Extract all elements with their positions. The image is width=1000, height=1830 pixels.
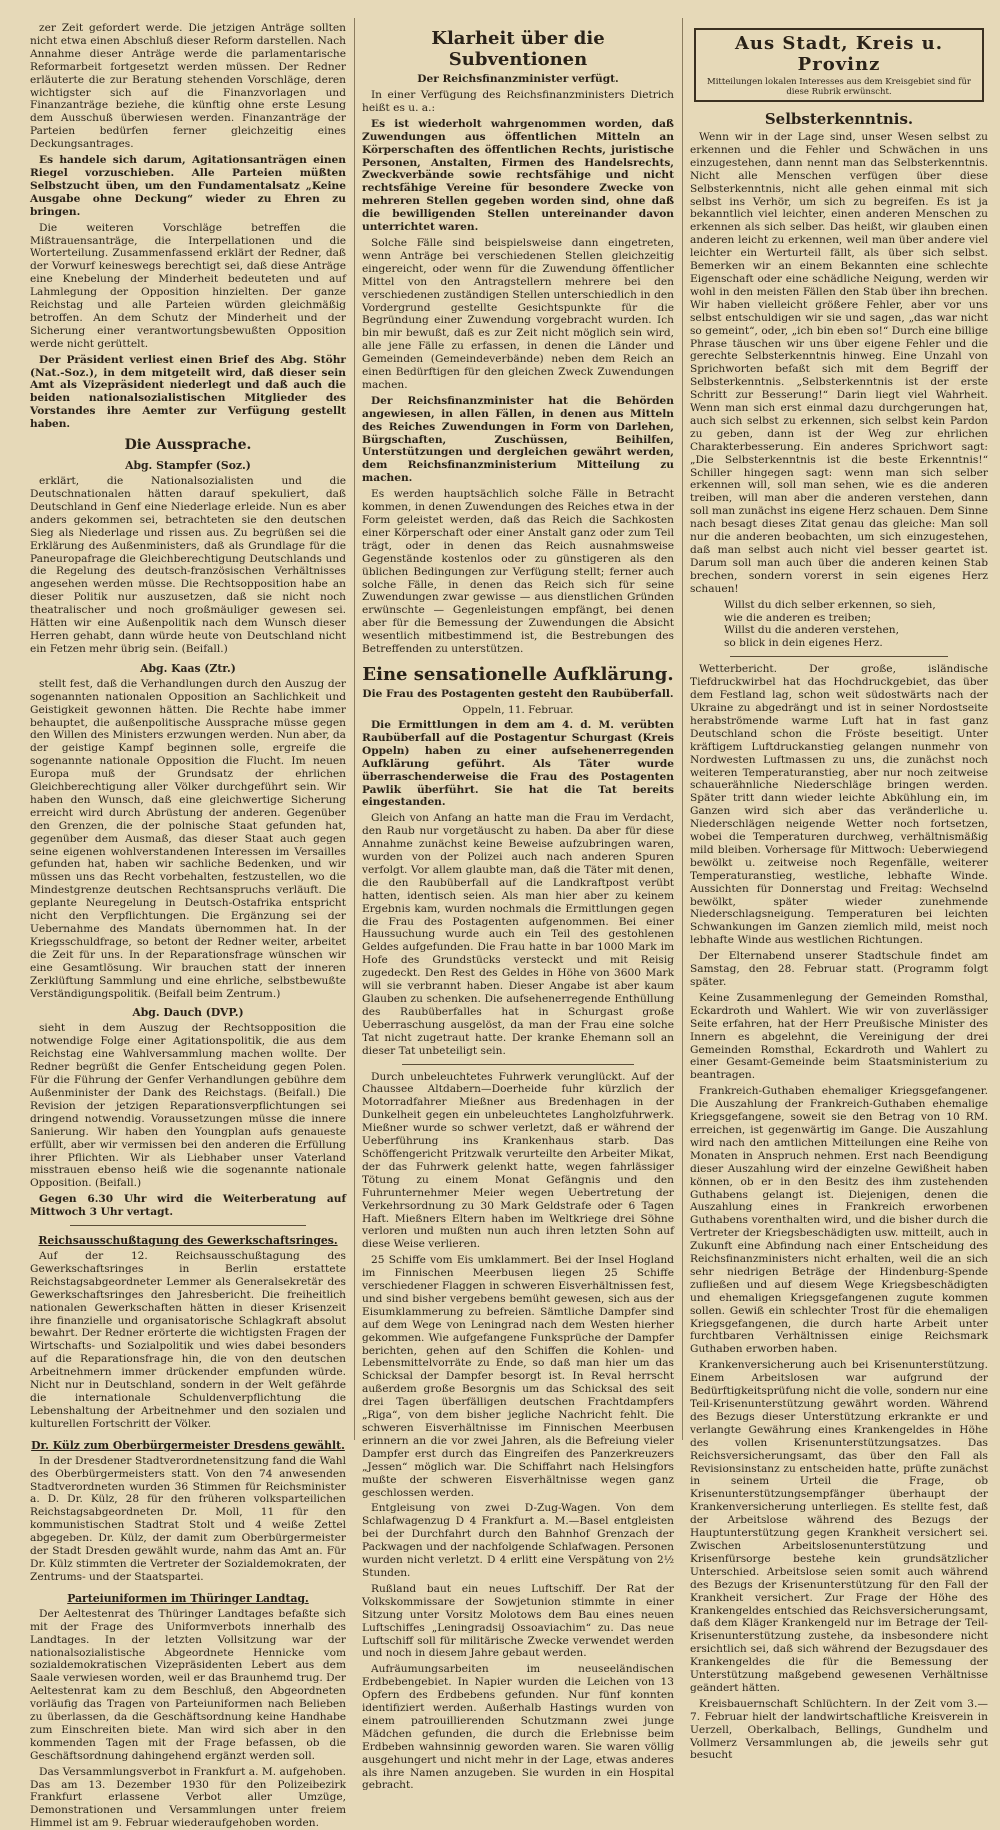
- section-heading: Die Aussprache.: [124, 437, 252, 454]
- article-paragraph: Kreisbauernschaft Schlüchtern. In der Zeit vom 3.—7. Februar hielt der landwirtschaftliche Kreisverein in Uerzell, Oberkalbach, Bellings, Gundhelm und Vollmerz Versammlungen ab, die jeweils sehr gut besucht: [690, 1697, 988, 1762]
- divider: [730, 656, 948, 657]
- article-subheadline: Der Reichsfinanzminister verfügt.: [417, 73, 619, 85]
- column-divider: [682, 18, 683, 1440]
- article-paragraph: Durch unbeleuchtetes Fuhrwerk verunglückt. Auf der Chaussee Altdabern—Doerheide fuhr kürzlich der Motorradfahrer Mießner aus Bredenhagen in der Dunkelheit gegen ein unbeleuchtetes Langholzfuhrwerk. Mießner wurde so schwer verletzt, daß er während der Ueberführung ins Krankenhaus starb. Das Schöffengericht Pritzwalk verurteilte den Arbeiter Mikat, der das Fuhrwerk gelenkt hatte, wegen fahrlässiger Tötung zu einem Monat Gefängnis und den Fuhrunternehmer Meier wegen Uebertretung der Verkehrsordnung zu 30 Mark Geldstrafe oder 6 Tagen Haft. Mießners Eltern haben im Weltkriege drei Söhne verloren und mußten nun auch ihren letzten Sohn auf diese Weise verlieren.: [362, 1070, 674, 1251]
- section-banner-subtitle: Mitteilungen lokalen Interesses aus dem Kreisgebiet sind für diese Rubrik erwünscht.: [706, 77, 971, 97]
- poem-line: Willst du dich selber erkennen, so sieh,: [724, 598, 936, 611]
- article-paragraph: Es werden hauptsächlich solche Fälle in Betracht kommen, in denen Zuwendungen des Reiches etwa in der Form geleistet werden, daß das Reich die Sachkosten einer Körperschaft oder einer Anstalt ganz oder zum Teil trägt, oder in denen das Reich ausnahmsweise Gegenstände kostenlos oder zu günstigeren als den üblichen Bedingungen zur Verfügung stellt; ferner auch solche Fälle, in denen das Reich sich für seine Zuwendungen zwar gewisse — aus dienstlichen Gründen erwünschte — Gegenleistungen empfängt, bei denen aber für die Bemessung der Zuwendungen die Absicht wesentlich mitbestimmend ist, die Bestrebungen des Betreffenden zu unterstützen.: [362, 488, 674, 656]
- article-paragraph: Krankenversicherung auch bei Krisenunterstützung. Einem Arbeitslosen war aufgrund der Bedürftigkeitsprüfung nicht die volle, sondern nur eine Teil-Krisenunterstützung gewährt worden. Während des Bezugs dieser Unterstützung erkrankte er und verlangte Gewährung eines Krankengeldes in Höhe des vollen Krisenunterstützungsatzes. Das Reichsversicherungsamt, das über den Fall als Revisionsinstanz zu entscheiden hatte, prüfte zunächst in seinem Urteil die Frage, ob Krisenunterstützungsempfänger überhaupt der Krankenversicherung unterliegen. Es stellte fest, daß der Arbeitslose während des Bezugs der Hauptunterstützung gegen Krankheit versichert sei. Zwischen Arbeitslosenunterstützung und Krisenfürsorge bestehe kein grundsätzlicher Unterschied. Arbeitslose seien somit auch während des Bezugs der Krisenunterstützung für den Fall der Krankheit versichert. Zur Frage der Höhe des Krankengeldes entschied das Reichsversicherungsamt, daß dem Kläger Krankengeld nur im Betrage der Teil-Krisenunterstützung zustehe, da insbesondere nicht ersichtlich sei, daß sich während der Bezugsdauer des Krankengeldes die für die Bemessung der Unterstützung maßgebend gewesenen Verhältnisse geändert hätten.: [690, 1359, 988, 1694]
- article-paragraph: Gleich von Anfang an hatte man die Frau im Verdacht, den Raub nur vorgetäuscht zu haben. Da aber für diese Annahme zunächst keine Beweise aufzubringen waren, wurden von der Polizei auch nach anderen Spuren verfolgt. Vor allem glaubte man, daß die Täter mit denen, die den Raubüberfall auf die Landkraftpost verübt hatten, identisch seien. Als man hier aber zu keinem Ergebnis kam, wurden nochmals die Ermittlungen gegen die Frau des Postagenten aufgenommen. Bei einer Haussuchung wurde auch ein Teil des gestohlenen Geldes aufgefunden. Die Frau hatte in bar 1000 Mark im Hofe des Grundstücks versteckt und mit Reisig zugedeckt. Den Rest des Geldes in Höhe von 3600 Mark will sie verbrannt haben. Dieser Angabe ist aber kaum Glauben zu schenken. Die aufsehenerregende Enthüllung des Raubüberfalles hat in Schurgast große Ueberraschung ausgelöst, da man der Frau eine solche Tat nicht zugetraut hatte. Der kranke Ehemann soll an dieser Tat unbeteiligt sein.: [362, 812, 674, 1057]
- article-paragraph: Die Ermittlungen in dem am 4. d. M. verübten Raubüberfall auf die Postagentur Schurgast (Kreis Oppeln) haben zu einer aufsehenerregenden Aufklärung geführt. Als Täter wurde überraschenderweise die Frau des Postagenten Pawlik überführt. Sie hat die Tat bereits eingestanden.: [362, 718, 674, 809]
- article-paragraph: Es ist wiederholt wahrgenommen worden, daß Zuwendungen aus öffentlichen Mitteln an Körperschaften des öffentlichen Rechts, juristische Personen, Anstalten, Firmen des Handelsrechts, Zweckverbände sowie rechtsfähige und nicht rechtsfähige Vereine für besondere Zwecke von mehreren Stellen gegeben worden sind, ohne daß die bewilligenden Stellen untereinander davon unterrichtet waren.: [362, 117, 674, 234]
- article-paragraph: Der Präsident verliest einen Brief des Abg. Stöhr (Nat.-Soz.), in dem mitgeteilt wird, daß dieser sein Amt als Vizepräsident niederlegt und daß auch die beiden nationalsozialistischen Mitglieder des Vorstandes ihre Aemter zur Verfügung gestellt haben.: [30, 353, 346, 431]
- article-paragraph: erklärt, die Nationalsozialisten und die Deutschnationalen hätten darauf spekuliert, daß Deutschland in Genf eine Niederlage erleide. Nun es aber anders gekommen sei, betrachteten sie den deutschen Sieg als Niederlage und rissen aus. Zu begrüßen sei die Erklärung des Außenministers, daß als Grundlage für die Paneuropafrage die Gleichberechtigung Deutschlands und die Regelung des deutsch-französischen Verhältnisses angesehen werden müsse. Die Rechtsopposition habe an dieser Politik nur auszusetzen, daß sie nicht noch theatralischer und noch großmäuliger gewesen sei. Hätten wir eine Außenpolitik nach dem Wunsch dieser Herren gehabt, dann würde heute von Deutschland nicht ein Fetzen mehr übrig sein. (Beifall.): [30, 475, 346, 655]
- article-heading: Dr. Külz zum Oberbürgermeister Dresdens gewählt.: [31, 1438, 345, 1452]
- speaker-name: Abg. Kaas (Ztr.): [140, 661, 236, 675]
- article-paragraph: Gegen 6.30 Uhr wird die Weiterberatung auf Mittwoch 3 Uhr vertagt.: [30, 1193, 346, 1219]
- article-paragraph: Auf der 12. Reichsausschußtagung des Gewerkschaftsringes in Berlin erstattete Reichstagsabgeordneter Lemmer als Generalsekretär des Gewerkschaftsringes den Jahresbericht. Die freiheitlich nationalen Gewerkschaften hätten in dieser Krisenzeit ihre finanzielle und organisatorische Schlagkraft absolut bewahrt. Der Redner erörterte die wichtigsten Fragen der Wirtschafts- und Sozialpolitik und wies dabei besonders auf die Reparationsfrage hin, die von den deutschen Arbeitnehmern immer drückender empfunden würde. Nicht nur in Deutschland, sondern in der Welt gefährde die internationale Schuldenverpflichtung die Lebenshaltung der Arbeitnehmer und den sozialen und kulturellen Fortschritt der Völker.: [30, 1250, 346, 1430]
- article-headline: Klarheit über die Subventionen: [431, 28, 605, 70]
- dateline: Oppeln, 11. Februar.: [462, 703, 574, 716]
- article-paragraph: 25 Schiffe vom Eis umklammert. Bei der Insel Hogland im Finnischen Meerbusen liegen 25 Schiffe verschiedener Flaggen in schweren Eisverhältnissen fest, und sind bisher vergebens bemüht gewesen, sich aus der Eisumklammerung zu befreien. Sämtliche Dampfer sind auf dem Wege von Leningrad nach dem Westen hierher gekommen. Wie aufgefangene Funksprüche der Dampfer berichten, gehen auf den Schiffen die Kohlen- und Lebensmittelvorräte zu Ende, so daß man hier um das Schicksal der Dampfer besorgt ist. In Reval herrscht außerdem große Besorgnis um das Schicksal des seit drei Tagen überfälligen deutschen Frachtdampfers „Riga“, von dem bisher jegliche Nachricht fehlt. Die schweren Eisverhältnisse im Finnischen Meerbusen erinnern an die vor zwei Jahren, als die Befreiung vieler Dampfer erst durch das Eingreifen des Panzerkreuzers „Jessen“ möglich war. Die Schiffahrt nach Helsingfors mußte der schweren Eisverhältnisse wegen ganz geschlossen werden.: [362, 1254, 674, 1499]
- article-paragraph: Rußland baut ein neues Luftschiff. Der Rat der Volkskommissare der Sowjetunion stimmte in einer Sitzung unter Vorsitz Molotows dem Bau eines neuen Luftschiffes „Leningradsij Ossoaviachim“ zu. Das neue Luftschiff soll für militärische Zwecke verwendet werden und noch in diesem Jahre gebaut werden.: [362, 1582, 674, 1660]
- article-paragraph: Solche Fälle sind beispielsweise dann eingetreten, wenn Anträge bei verschiedenen Stellen gleichzeitig eingereicht, oder wenn für die Zuwendung öffentlicher Mittel von den Antragstellern mehrere bei den verschiedenen zuständigen Stellen unterschiedlich in den Vordergrund gestellte Gesichtspunkte für die Begründung einer Zuwendung vorgebracht wurden. Ich bin mir bewußt, daß es zur Zeit nicht möglich sein wird, alle jene Fälle zu erfassen, in denen die Länder und Gemeinden (Gemeindeverbände) neben dem Reich an einen Bedürftigen für den gleichen Zweck Zuwendungen machen.: [362, 236, 674, 391]
- section-banner: [694, 28, 984, 102]
- column-right: [690, 22, 988, 1762]
- section-banner-title: Aus Stadt, Kreis u. Provinz: [734, 33, 944, 75]
- poem-line: so blick in dein eigenes Herz.: [724, 637, 883, 650]
- column-left: [30, 22, 346, 1830]
- speaker-name: Abg. Stampfer (Soz.): [125, 459, 251, 473]
- column-divider: [354, 18, 355, 1440]
- article-paragraph: Der Aeltestenrat des Thüringer Landtages befaßte sich mit der Frage des Uniformverbots innerhalb des Landtages. In der letzten Vollsitzung war der nationalsozialistische Abgeordnete Hennicke vom sozialdemokratischen Vizepräsidenten Lebert aus dem Saale verwiesen worden, weil er das Braunhemd trug. Der Aeltestenrat kam zu dem Beschluß, den Abgeordneten vorläufig das Tragen von Parteiuniformen nach Belieben zu überlassen, da die Geschäftsordnung keine Handhabe zum Einschreiten biete. Man wird sich aber in den kommenden Tagen mit der Frage befassen, ob die Geschäftsordnung dahingehend ergänzt werden soll.: [30, 1607, 346, 1762]
- article-paragraph: Aufräumungsarbeiten im neuseeländischen Erdbebengebiet. In Napier wurden die Leichen von 13 Opfern des Erdbebens gefunden. Nur fünf konnten identifiziert werden. Außerhalb Hastings wurden von einem patrouillierenden Schutzmann zwei junge Mädchen gefunden, die durch die Erlebnisse beim Erdbeben wahnsinnig geworden waren. Sie waren völlig ausgehungert und nicht mehr in der Lage, etwas anderes als ihre Namen anzugeben. Sie wurden in ein Hospital gebracht.: [362, 1663, 674, 1792]
- article-paragraph: Wenn wir in der Lage sind, unser Wesen selbst zu erkennen und die Fehler und Schwächen in uns einzugestehen, dann nennt man das Selbsterkenntnis. Nicht alle Menschen verfügen über diese Selbsterkenntnis, nicht alle gehen einmal mit sich selbst ins Verhör, um sich zu begreifen. Es ist ja bekanntlich viel leichter, einen anderen Menschen zu erkennen als sich selber. Das heißt, wir glauben einen anderen leicht zu erkennen, weil man über andere viel leichter ein Werturteil fällt, als über sich selbst. Bemerken wir an einem Bekannten eine schlechte Eigenschaft oder eine schädliche Neigung, werden wir wohl in den meisten Fällen den Stab über ihn brechen. Wir haben vielleicht größere Fehler, aber vor uns selbst entschuldigen wir sie und sagen, „das war nicht so gemeint“, oder, „ich bin eben so!“ Durch eine billige Phrase täuschen wir uns über eigene Fehler und die gerechte Selbsterkenntnis hinweg. Eine Unzahl von Sprichworten befaßt sich mit dem Begriff der Selbsterkenntnis. „Selbsterkenntnis ist der erste Schritt zur Besserung!“ Darin liegt viel Wahrheit. Wenn man sich erst einmal dazu durchgerungen hat, auch sich selbst zu erkennen, sich selbst kein Pardon zu geben, dann ist der Weg zur ehrlichen Charakterbesserung. Ein anderes Sprichwort sagt: „Die Selbsterkenntnis ist die beste Erkenntnis!“ Schiller hingegen sagt: wenn man sich selber erkennen will, soll man sehen, wie es die anderen treiben, will man aber die anderen verstehen, dann soll man zunächst ins eigene Herz schauen. Dem Sinne nach besagt dieses Zitat genau das gleiche: Man soll nur die anderen beobachten, um sich einzugestehen, daß man selbst auch nicht viel besser geartet ist. Darum soll man auch über die anderen keinen Stab brechen, sondern vorerst in sein eigenes Herz schauen!: [690, 131, 988, 595]
- article-paragraph: Frankreich-Guthaben ehemaliger Kriegsgefangener. Die Auszahlung der Frankreich-Guthaben ehemalige Kriegsgefangene, soweit sie den Betrag von 10 RM. erreichen, ist gegenwärtig im Gange. Die Auszahlung wird nach den amtlichen Mitteilungen eine Reihe von Monaten in Anspruch nehmen. Erst nach Beendigung dieser Auszahlung wird der einzelne Gewißheit haben können, ob er in den Besitz des ihm zustehenden Guthabens gelangt ist. Diejenigen, denen die Auszahlung eines in Frankreich erworbenen Guthabens vorenthalten wird, und die bisher durch die Vertreter der Kriegsbeschädigten usw. mitteilt, auch in Zukunft eine Abfindung nach einer Entscheidung des Reichsfinanzministers nicht erhalten, weil die an sich sehr niedrigen Beträge der Hindenburg-Spende zufließen und auf diesem Wege Kriegsbeschädigten und ehemaligen Kriegsgefangenen zugute kommen sollen. Gewiß ein schlechter Trost für die ehemaligen Kriegsgefangenen, die durch harte Arbeit unter furchtbaren Verhältnissen einige Reichsmark Guthaben erworben haben.: [690, 1085, 988, 1356]
- column-middle: [362, 22, 674, 1792]
- article-paragraph: Keine Zusammenlegung der Gemeinden Romsthal, Eckardroth und Wahlert. Wie wir von zuverlässiger Seite erfahren, hat der Herr Preußische Minister des Innern es abgelehnt, die Vereinigung der drei Gemeinden Romsthal, Eckardroth und Wahlert zu einer Gesamt-Gemeinde beim Staatsministerium zu beantragen.: [690, 991, 988, 1082]
- article-paragraph: In einer Verfügung des Reichsfinanzministers Dietrich heißt es u. a.:: [362, 89, 674, 114]
- article-paragraph: In der Dresdener Stadtverordnetensitzung fand die Wahl des Oberbürgermeisters statt. Von den 74 anwesenden Stadtverordneten wurden 36 Stimmen für Reichsminister a. D. Dr. Külz, 28 für den früheren volksparteilichen Reichstagsabgeordneten Dr. Moll, 11 für den kommunistischen Stadtrat Stolt und 4 weiße Zettel abgegeben. Dr. Külz, der damit zum Oberbürgermeister der Stadt Dresden gewählt wurde, nahm das Amt an. Für Dr. Külz stimmten die Vertreter der Sozialdemokraten, der Zentrums- und der Staatspartei.: [30, 1454, 346, 1583]
- article-paragraph: Die weiteren Vorschläge betreffen die Mißtrauensanträge, die Interpellationen und die Worterteilung. Zusammenfassend erklärt der Redner, daß der Vorwurf keineswegs berechtigt sei, daß diese Anträge eine Knebelung der Minderheit bedeuteten und auf Lahmlegung der Opposition hinzielten. Der ganze Reichstag und alle Parteien würden gleichmäßig betroffen. An dem Schutz der Minderheit und der Sicherung einer verantwortungsbewußten Opposition werde nicht gerüttelt.: [30, 221, 346, 350]
- article-paragraph: zer Zeit gefordert werde. Die jetzigen Anträge sollten nicht etwa einen Abschluß dieser Reform darstellen. Nach Annahme dieser Anträge werde die parlamentarische Reformarbeit fortgesetzt werden müssen. Der Redner erläuterte die zur Beratung stehenden Vorschläge, deren wichtigster sich auf die Finanzvorlagen und Finanzanträge beziehe, die künftig ohne erste Lesung dem Ausschuß überwiesen werden. Finanzanträge der Parteien bedürfen ferner gleichzeitig eines Deckungsantrages.: [30, 22, 346, 151]
- divider: [402, 1064, 634, 1065]
- article-headline: Selbsterkenntnis.: [764, 110, 914, 128]
- speaker-name: Abg. Dauch (DVP.): [132, 1006, 244, 1020]
- article-paragraph: sieht in dem Auszug der Rechtsopposition die notwendige Folge einer Agitationspolitik, die aus dem Reichstag eine Wahlversammlung machen wollte. Der Redner begrüßt die Genfer Entscheidung gegen Polen. Für die Führung der Genfer Verhandlungen gebühre dem Außenminister der Dank des Reichstags. (Beifall.) Die Revision der jetzigen Reparationsverpflichtungen sei dringend notwendig. Voraussetzungen müsse die innere Sanierung. Wir haben den Youngplan aufs genaueste erfüllt, aber wir vermissen bei den anderen die Erfüllung ihrer Pflichten. Wir als Liebhaber unser Vaterland misstrauen ebenso heiß wie die sogenannte nationale Opposition. (Beifall.): [30, 1022, 346, 1190]
- poem-line: Willst du die anderen verstehen,: [724, 624, 899, 637]
- divider: [70, 1225, 306, 1226]
- poem-line: wie die anderen es treiben;: [724, 611, 872, 624]
- article-paragraph: Das Versammlungsverbot in Frankfurt a. M. aufgehoben. Das am 13. Dezember 1930 für den Polizeibezirk Frankfurt erlassene Verbot aller Umzüge, Demonstrationen und Versammlungen unter freiem Himmel ist am 9. Februar wiederaufgehoben worden.: [30, 1765, 346, 1830]
- article-headline: Eine sensationelle Aufklärung.: [362, 663, 674, 685]
- article-paragraph: stellt fest, daß die Verhandlungen durch den Auszug der sogenannten nationalen Opposition an Sachlichkeit und Geistigkeit gewonnen hätten. Die Rechte habe immer behauptet, die außenpolitische Aussprache müsse gegen den Willen des Ministers erzwungen werden. Nun aber, da der geistige Kampf beginnen solle, ergreife die sogenannte nationale Opposition die Flucht. Im neuen Europa muß der Grundsatz der ehrlichen Gleichberechtigung aller Völker durchgeführt sein. Wir haben den Wunsch, daß eine gleichwertige Sicherung erreicht wird durch Abrüstung der anderen. Gegenüber den Grenzen, die der polnische Staat gefunden hat, gegenüber dem Ausmaß, das dieser Staat auch gegen seine eigenen wohlverstandenen Interessen im Versailles gefunden hat, haben wir sachliche Bedenken, und wir müssen uns das Recht vorbehalten, festzustellen, wo die Mindestgrenze deutschen Rechtsanspruchs verläuft. Die geplante Neuregelung in Deutsch-Ostafrika entspricht nicht den Verpflichtungen. Die Ergänzung sei der Uebernahme des Mandats übernommen hat. In der Kriegsschuldfrage, so betont der Redner weiter, arbeitet die Zeit für uns. In der Reparationsfrage wünschen wir eine Gesamtlösung. Wir brauchen statt der inneren Zerklüftung Sammlung und eine ehrliche, selbstbewußte Verständigungspolitik. (Beifall beim Zentrum.): [30, 677, 346, 1000]
- article-subheadline: Die Frau des Postagenten gesteht den Raubüberfall.: [362, 687, 674, 700]
- article-heading: Reichsausschußtagung des Gewerkschaftsringes.: [38, 1234, 338, 1248]
- article-heading: Parteiuniformen im Thüringer Landtag.: [67, 1591, 309, 1605]
- article-paragraph: Wetterbericht. Der große, isländische Tiefdruckwirbel hat das Hochdruckgebiet, das über dem Festland lag, schon weit südostwärts nach der Ukraine zu abgedrängt und ist in seiner Nordostseite herabströmende warme Luft hat in fast ganz Deutschland schon die Fröste beseitigt. Unter kräftigem Luftdruckanstieg gelangen nunmehr von Nordwesten Luftmassen zu uns, die zunächst noch weiteren Temperaturanstieg, aber nur noch zeitweise schauerähnliche Niederschläge bringen werden. Später tritt dann wieder leichte Abkühlung ein, im Ganzen wird sich aber das veränderliche u. Niederschlägen neigende Wetter noch fortsetzen, wobei die Temperaturen durchweg, verhältnismäßig mild bleiben. Vorhersage für Mittwoch: Ueberwiegend bewölkt u. zeitweise noch Regenfälle, weiterer Temperaturanstieg, westliche, lebhafte Winde. Aussichten für Donnerstag und Freitag: Wechselnd bewölkt, später wieder zunehmende Niederschlagsneigung. Temperaturen bei leichten Schwankungen im Ganzen ziemlich mild, meist noch lebhafte Winde aus westlichen Richtungen.: [690, 663, 988, 947]
- article-paragraph: Entgleisung von zwei D-Zug-Wagen. Von dem Schlafwagenzug D 4 Frankfurt a. M.—Basel entgleisten bei der Durchfahrt durch den Bahnhof Grenzach der Packwagen und der nachfolgende Schlafwagen. Personen wurden nicht verletzt. D 4 erlitt eine Verspätung von 2½ Stunden.: [362, 1502, 674, 1579]
- article-paragraph: Der Reichsfinanzminister hat die Behörden angewiesen, in allen Fällen, in denen aus Mitteln des Reiches Zuwendungen in Form von Darlehen, Bürgschaften, Zuschüssen, Beihilfen, Unterstützungen und dergleichen gewährt werden, dem Reichsfinanzministerium Mitteilung zu machen.: [362, 394, 674, 485]
- article-paragraph: Der Elternabend unserer Stadtschule findet am Samstag, den 28. Februar statt. (Programm folgt später.: [690, 950, 988, 988]
- article-paragraph: Es handele sich darum, Agitationsanträgen einen Riegel vorzuschieben. Alle Parteien müßten Selbstzucht üben, um den Fundamentalsatz „Keine Ausgabe ohne Deckung“ wieder zu Ehren zu bringen.: [30, 154, 346, 218]
